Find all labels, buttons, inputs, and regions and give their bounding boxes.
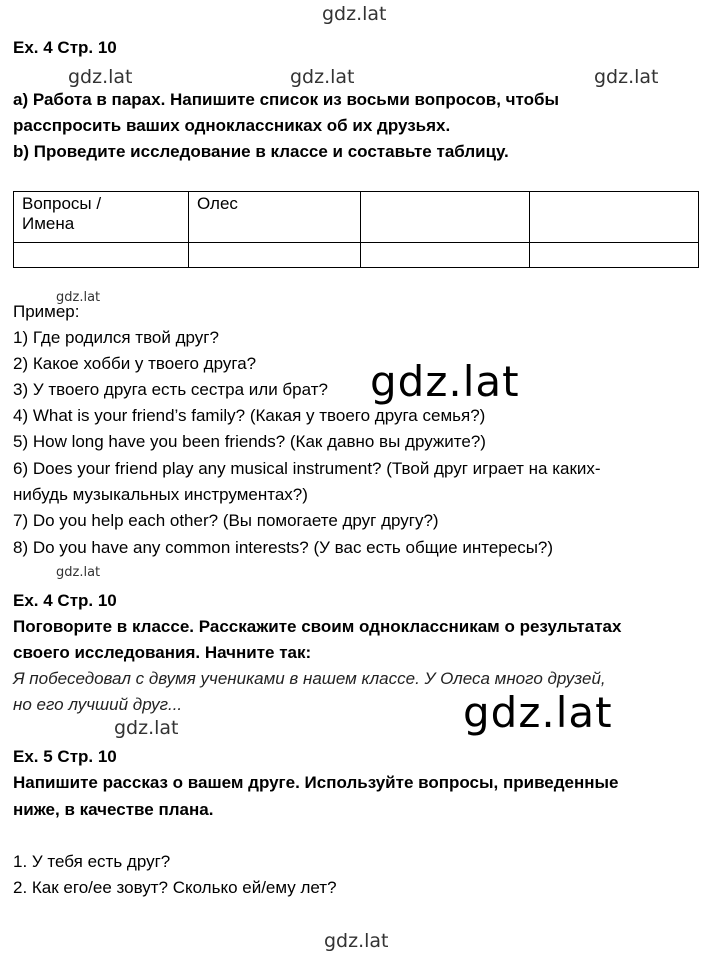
exercise-heading: Ex. 4 Стр. 10 <box>13 591 117 610</box>
survey-table <box>13 191 699 268</box>
watermark: gdz.lat <box>56 290 101 305</box>
list-item: 4) What is your friend’s family? (Какая у твоего друга семья?) <box>13 406 486 425</box>
table-row <box>14 243 699 268</box>
table-cell <box>14 243 189 268</box>
list-item: 2. Как его/ее зовут? Сколько ей/ему лет? <box>13 878 337 897</box>
watermark-large: gdz.lat <box>370 357 520 406</box>
example-label: Пример: <box>13 302 80 321</box>
table-cell <box>361 243 530 268</box>
watermark: gdz.lat <box>56 565 101 580</box>
exercise-heading: Ex. 4 Стр. 10 <box>13 38 117 57</box>
task-text: ниже, в качестве плана. <box>13 800 214 819</box>
table-cell: Олес <box>189 192 361 243</box>
example-text: Я побеседовал с двумя учениками в нашем классе. У Олеса много друзей, <box>13 669 606 688</box>
watermark: gdz.lat <box>594 66 659 88</box>
watermark-large: gdz.lat <box>463 688 613 737</box>
example-text: но его лучший друг... <box>13 695 183 714</box>
list-item: 1) Где родился твой друг? <box>13 328 219 347</box>
list-item: 8) Do you have any common interests? (У вас есть общие интересы?) <box>13 538 554 557</box>
list-item: 1. У тебя есть друг? <box>13 852 171 871</box>
cell-text: Имена <box>22 214 75 233</box>
table-cell <box>530 192 699 243</box>
task-text: своего исследования. Начните так: <box>13 643 312 662</box>
table-row <box>14 192 699 243</box>
exercise-heading: Ex. 5 Стр. 10 <box>13 747 117 766</box>
list-item: 5) How long have you been friends? (Как давно вы дружите?) <box>13 432 486 451</box>
table-cell <box>189 243 361 268</box>
table-cell <box>361 192 530 243</box>
table-cell <box>530 243 699 268</box>
task-text: Напишите рассказ о вашем друге. Используйте вопросы, приведенные <box>13 773 619 792</box>
table-cell <box>14 192 189 243</box>
cell-text: Вопросы / <box>22 194 102 213</box>
watermark: gdz.lat <box>322 3 387 25</box>
watermark: gdz.lat <box>290 66 355 88</box>
list-item: 3) У твоего друга есть сестра или брат? <box>13 380 328 399</box>
list-item: 7) Do you help each other? (Вы помогаете друг другу?) <box>13 511 439 530</box>
watermark: gdz.lat <box>114 717 179 739</box>
watermark: gdz.lat <box>68 66 133 88</box>
task-text: расспросить ваших одноклассниках об их друзьях. <box>13 116 451 135</box>
list-item: 2) Какое хобби у твоего друга? <box>13 354 257 373</box>
task-text: Поговорите в классе. Расскажите своим одноклассникам о результатах <box>13 617 622 636</box>
task-text: a) Работа в парах. Напишите список из восьми вопросов, чтобы <box>13 90 560 109</box>
list-item: нибудь музыкальных инструментах?) <box>13 485 308 504</box>
list-item: 6) Does your friend play any musical instrument? (Твой друг играет на каких- <box>13 459 601 478</box>
task-text: b) Проведите исследование в классе и составьте таблицу. <box>13 142 509 161</box>
watermark: gdz.lat <box>324 930 389 952</box>
